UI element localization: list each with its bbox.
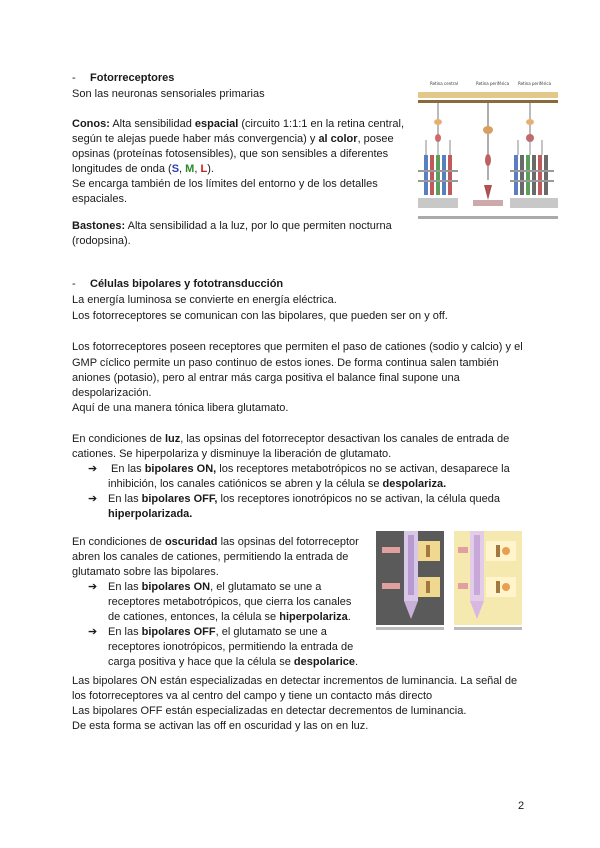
arrow-bullet-icon: ➔: [88, 581, 98, 593]
osc-off-item-line-3: carga positiva y hace que la célula se despolarice.: [108, 656, 359, 668]
bipolar-on-off-figure: [374, 527, 526, 635]
final-line-4: De esta forma se activan las off en oscuridad y las on en luz.: [72, 720, 369, 732]
osc-off-item: ➔ En las bipolares OFF, el glutamato se une a: [88, 625, 327, 641]
bastones-line-2: (rodopsina).: [72, 235, 131, 247]
section-heading-bipolares: - Células bipolares y fototransducción: [72, 277, 283, 293]
final-line-2: los fotorreceptores va al centro del campo y tiene un contacto más directo: [72, 690, 433, 702]
arrow-bullet-icon: ➔: [88, 463, 98, 475]
bullet-dash: -: [72, 72, 76, 84]
arrow-bullet-icon: ➔: [88, 626, 98, 638]
bullet-dash: -: [72, 278, 76, 290]
final-line-3: Las bipolares OFF están especializadas en detectar decrementos de luminancia.: [72, 705, 467, 717]
luz-line-2: cationes. Se hiperpolariza y disminuye la liberación de glutamato.: [72, 448, 392, 460]
bipolares-p2: Los fotorreceptores se comunican con las bipolares, que pueden ser on y off.: [72, 310, 448, 322]
oscuridad-line-3: glutamato sobre las bipolares.: [72, 566, 219, 578]
conos-line-2: según te alejas puede haber más convergencia) y al color, posee: [72, 133, 394, 145]
figure-label-3: Retina periférica: [518, 81, 552, 86]
section-heading-fotorreceptores: - Fotorreceptores: [72, 71, 174, 87]
bipolar-diagram: [374, 527, 526, 635]
conos-line-4: longitudes de onda (S, M, L).: [72, 163, 214, 175]
luz-on-item: ➔ En las bipolares ON, los receptores metabotrópicos no se activan, desaparece la: [88, 462, 510, 478]
bastones-line-1: Bastones: Alta sensibilidad a la luz, por lo que permiten nocturna: [72, 220, 392, 232]
photoreceptor-convergence-figure: [418, 80, 558, 226]
osc-on-item-line-3: de cationes, entonces, la célula se hiperpolariza.: [108, 611, 351, 623]
page-number: 2: [518, 800, 525, 812]
osc-on-item: ➔ En las bipolares ON, el glutamato se une a: [88, 580, 321, 596]
oscuridad-line-1: En condiciones de oscuridad las opsinas del fotorreceptor: [72, 536, 359, 548]
osc-on-item-line-2: receptores metabotrópicos, que cierra los canales: [108, 596, 352, 608]
intro-text: Son las neuronas sensoriales primarias: [72, 88, 265, 100]
luz-off-item-line-2: hiperpolarizada.: [108, 508, 193, 520]
photoreceptor-diagram: [418, 80, 558, 226]
bipolares-p3-l4: despolarización.: [72, 387, 152, 399]
luz-line-1: En condiciones de luz, las opsinas del fotorreceptor desactivan los canales de entrada de: [72, 433, 510, 445]
final-line-1: Las bipolares ON están especializadas en detectar incrementos de luminancia. La señal de: [72, 675, 518, 687]
bipolares-p3-l1: Los fotorreceptores poseen receptores que permiten el paso de cationes (sodio y calcio) y el: [72, 341, 523, 353]
bipolares-p3-l2: GMP cíclico permite un paso continuo de estos iones. De forma continua salen también: [72, 357, 499, 369]
figure-label-1: Retina central: [430, 81, 458, 86]
conos-line-6: espaciales.: [72, 193, 128, 205]
osc-off-item-line-2: receptores ionotrópicos, permitiendo la entrada de: [108, 641, 354, 653]
conos-line-1: Conos: Alta sensibilidad espacial (circuito 1:1:1 en la retina central,: [72, 118, 405, 130]
bipolares-p3-l3: aniones (potasio), pero al entrar más carga positiva el balance final supone una: [72, 372, 460, 384]
oscuridad-line-2: abren los canales de cationes, permitiendo la entrada de: [72, 551, 349, 563]
bipolares-p1: La energía luminosa se convierte en energía eléctrica.: [72, 294, 337, 306]
bipolares-p3-l5: Aquí de una manera tónica libera glutamato.: [72, 402, 289, 414]
arrow-bullet-icon: ➔: [88, 493, 98, 505]
conos-line-3: opsinas (proteínas fotosensibles), que son sensibles a diferentes: [72, 148, 389, 160]
figure-label-2: Retina periférica: [476, 81, 510, 86]
conos-line-5: Se encarga también de los límites del entorno y de los detalles: [72, 178, 378, 190]
luz-off-item: ➔ En las bipolares OFF, los receptores ionotrópicos no se activan, la célula queda: [88, 492, 500, 508]
luz-on-item-line-2: inhibición, los canales catiónicos se abren y la célula se despolariza.: [108, 478, 447, 490]
